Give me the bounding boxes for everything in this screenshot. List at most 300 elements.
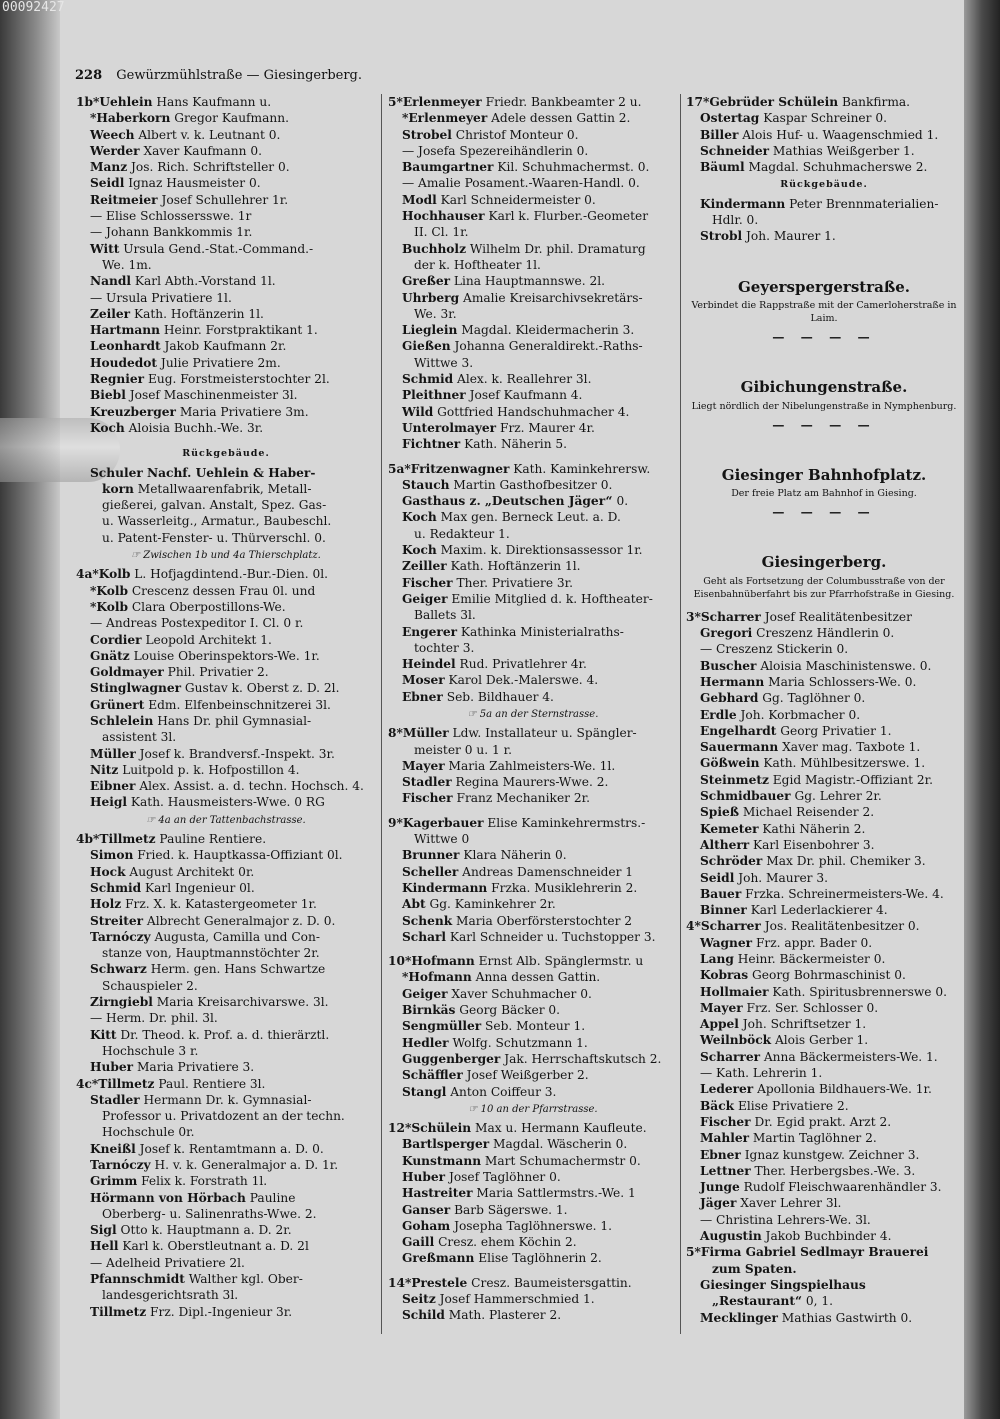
resident-name: Ebner [700, 1147, 741, 1162]
entry-detail: Kath. Spiritusbrennerswe 0. [768, 984, 948, 999]
directory-entry [388, 1067, 678, 1083]
directory-entry [388, 1202, 678, 1218]
resident-name: Schäffler [402, 1068, 463, 1083]
entry-detail: Hochschule 3 r. [102, 1043, 199, 1058]
directory-entry [388, 461, 678, 477]
resident-name: Fischer [700, 1114, 751, 1129]
entry-detail: Joh. Schriftsetzer 1. [738, 1017, 867, 1032]
entry-detail: Joh. Maurer 1. [742, 229, 836, 244]
entry-detail: Eug. Forstmeisterstochter 2l. [144, 372, 330, 387]
resident-name: Bäuml [700, 160, 745, 175]
directory-entry [686, 918, 962, 934]
resident-name: Kagerbauer [402, 815, 484, 830]
resident-name: Hastreiter [402, 1186, 473, 1201]
resident-name: Kitt [90, 1027, 117, 1042]
resident-name: Kemeter [700, 821, 759, 836]
directory-entry [686, 212, 962, 228]
house-number: 4c* [76, 1076, 99, 1091]
resident-name: Tillmetz [98, 1076, 155, 1091]
entry-detail: Martin Taglöhner 2. [749, 1131, 877, 1146]
resident-name: Gießen [402, 339, 451, 354]
entry-detail: Regina Maurers-Wwe. 2. [451, 775, 609, 790]
directory-entry [76, 1206, 376, 1222]
resident-name: Gnätz [90, 648, 130, 663]
entry-detail: Herm. gen. Hans Schwartze [146, 962, 326, 977]
resident-name: Scharrer [700, 609, 761, 624]
resident-name: Huber [90, 1060, 134, 1075]
entry-detail: We. 1m. [102, 257, 152, 272]
directory-entry [388, 493, 678, 509]
resident-name: Hermann [700, 674, 765, 689]
resident-name: Stadler [90, 1092, 140, 1107]
resident-name: Schwarz [90, 962, 147, 977]
resident-name: Tillmetz [99, 832, 156, 847]
entry-detail: Jos. Rich. Schriftsteller 0. [127, 160, 290, 175]
directory-entry [76, 290, 376, 306]
resident-name: Binner [700, 903, 747, 918]
directory-entry [76, 1255, 376, 1271]
directory-entry [76, 680, 376, 696]
resident-name: Gebrüder Schülein [709, 95, 839, 109]
entry-detail: Edm. Elfenbeinschnitzerei 3l. [144, 697, 331, 712]
directory-entry [76, 513, 376, 529]
resident-name: Birnkäs [402, 1003, 456, 1018]
resident-name: Huber [402, 1170, 446, 1184]
directory-entry [686, 951, 962, 967]
resident-name: Schuler Nachf. Uehlein & Haber- [90, 465, 316, 480]
resident-name: Seidl [90, 176, 125, 191]
resident-name: Erdle [700, 707, 737, 722]
entry-detail: Elise Kaminkehrermstrs.- [483, 815, 646, 830]
house-number: 10* [388, 954, 412, 969]
resident-name: Witt [90, 241, 120, 256]
directory-entry [388, 558, 678, 574]
entry-detail: Gg. Lehrer 2r. [790, 789, 882, 804]
entry-detail: Josef Weißgerber 2. [462, 1068, 589, 1083]
resident-name: korn [102, 481, 134, 496]
directory-entry [76, 306, 376, 322]
directory-entry [76, 1271, 376, 1287]
entry-detail: tochter 3. [414, 640, 475, 655]
entry-detail: Emilie Mitglied d. k. Hoftheater- [447, 591, 653, 606]
directory-entry [388, 591, 678, 607]
entry-detail: Wittwe 3. [414, 355, 474, 370]
entry-detail: Karl Schneidermeister 0. [436, 192, 596, 207]
directory-entry [76, 497, 376, 513]
entry-detail: Kathinka Ministerialraths- [457, 624, 624, 639]
resident-name: Manz [90, 160, 128, 175]
column-rule [381, 94, 382, 1334]
house-number: * [402, 111, 409, 126]
entry-detail: Bankfirma. [838, 95, 911, 109]
entry-detail: Kath. Hoftänzerin 1l. [446, 559, 581, 574]
directory-entry [686, 110, 962, 126]
entry-detail: Albrecht Generalmajor z. D. 0. [143, 913, 336, 928]
directory-entry [686, 1195, 962, 1211]
entry-detail: Josef Kaufmann 4. [465, 388, 583, 403]
directory-entry [388, 742, 678, 758]
resident-name: Ebner [402, 689, 443, 704]
directory-entry [76, 371, 376, 387]
house-number: * [90, 599, 97, 614]
directory-entry [686, 1293, 962, 1309]
street-title: Geyerspergerstraße. [738, 277, 910, 296]
directory-entry [76, 530, 376, 546]
entry-detail: Josef Schullehrer 1r. [157, 192, 289, 207]
directory-entry [76, 1173, 376, 1189]
cross-reference-note: ☞ Zwischen 1b und 4a Thierschplatz. [131, 550, 321, 562]
resident-name: Kindermann [402, 880, 488, 895]
resident-name: Altherr [700, 837, 750, 852]
entry-detail: Kath. Kaminkehrersw. [509, 461, 651, 476]
directory-entry [686, 1049, 962, 1065]
entry-detail: Hochschule 0r. [102, 1125, 195, 1140]
resident-name: Regnier [90, 372, 145, 387]
resident-name: Tillmetz [90, 1304, 147, 1319]
entry-detail: Josepha Taglöhnerswe. 1. [450, 1218, 613, 1233]
resident-name: Schmid [90, 880, 142, 895]
directory-entry [76, 1124, 376, 1140]
entry-detail: Barb Sägerswe. 1. [450, 1202, 568, 1217]
resident-name: Reitmeier [90, 192, 158, 207]
directory-entry [686, 1179, 962, 1195]
directory-entry [388, 575, 678, 591]
resident-name: Scharrer [700, 1049, 760, 1064]
resident-name: Hell [90, 1239, 119, 1254]
directory-entry [388, 1136, 678, 1152]
entry-detail: u. Wasserleitg., Armatur., Baubeschl. [102, 514, 332, 529]
entry-detail: Anna Bäckermeisters-We. 1. [760, 1049, 938, 1064]
entry-detail: Elise Taglöhnerin 2. [474, 1251, 602, 1266]
entry-detail: We. 3r. [414, 306, 457, 321]
resident-name: Schmid [402, 372, 454, 387]
directory-entry [76, 355, 376, 371]
resident-name: Holz [90, 897, 122, 912]
resident-name: Koch [402, 510, 437, 525]
entry-detail: Egid Magistr.-Offiziant 2r. [768, 772, 933, 787]
resident-name: Fichtner [402, 437, 461, 452]
entry-detail: landesgerichtsrath 3l. [102, 1288, 239, 1303]
directory-entry [388, 94, 678, 110]
entry-detail: Alex. k. Reallehrer 3l. [453, 372, 592, 387]
directory-entry [686, 1098, 962, 1114]
resident-name: Uehlein [99, 95, 153, 109]
entry-detail: Maria Schlossers-We. 0. [764, 674, 917, 689]
resident-name: Kunstmann [402, 1153, 482, 1168]
separator-dashes: — — — — [772, 329, 876, 344]
directory-entry [76, 1043, 376, 1059]
entry-detail: — Christina Lehrers-We. 3l. [700, 1212, 871, 1227]
resident-name: Appel [700, 1017, 739, 1032]
directory-entry [388, 847, 678, 863]
resident-name: Kindermann [700, 196, 786, 211]
entry-detail: Jos. Realitätenbesitzer 0. [760, 919, 920, 934]
entry-detail: Ldw. Installateur u. Spängler- [448, 726, 637, 741]
resident-name: Scheller [402, 864, 459, 879]
entry-detail: meister 0 u. 1 r. [414, 742, 512, 757]
resident-name: Hörmann von Hörbach [90, 1190, 246, 1205]
entry-detail: Luitpold p. k. Hofpostillon 4. [118, 762, 300, 777]
entry-detail: Mart Schumachermstr 0. [481, 1153, 641, 1168]
directory-entry [388, 896, 678, 912]
entry-detail: gießerei, galvan. Anstalt, Spez. Gas- [102, 498, 327, 513]
directory-entry [686, 902, 962, 918]
directory-entry [76, 729, 376, 745]
directory-entry [686, 625, 962, 641]
entry-detail: Josef Realitätenbesitzer [760, 609, 912, 624]
spacer [388, 807, 678, 815]
directory-entry [388, 306, 678, 322]
spacer [388, 453, 678, 461]
resident-name: Tarnóczy [90, 929, 151, 944]
entry-detail: Georg Bäcker 0. [455, 1003, 561, 1018]
resident-name: Hock [90, 864, 126, 879]
separator-dashes: — — — — [772, 505, 876, 520]
entry-detail: Hdlr. 0. [712, 213, 759, 228]
directory-entry [686, 159, 962, 175]
resident-name: Erlenmeyer [402, 95, 482, 109]
directory-entry [388, 355, 678, 371]
entry-detail: — Andreas Postexpeditor I. Cl. 0 r. [90, 616, 304, 631]
entry-detail: Rud. Privatlehrer 4r. [455, 657, 587, 672]
directory-entry [686, 804, 962, 820]
house-number: 5* [388, 95, 403, 109]
entry-detail: II. Cl. 1r. [414, 225, 469, 240]
resident-name: Firma Gabriel Sedlmayr Brauerei [700, 1245, 929, 1260]
directory-entry [76, 1092, 376, 1108]
resident-name: Steinmetz [700, 772, 769, 787]
resident-name: Cordier [90, 632, 142, 647]
house-number: 5* [686, 1245, 701, 1260]
street-section [686, 279, 962, 346]
entry-detail: Mathias Weißgerber 1. [769, 143, 915, 158]
entry-detail: — Kath. Lehrerin 1. [700, 1066, 823, 1081]
resident-name: Goham [402, 1218, 451, 1233]
resident-name: Seitz [402, 1292, 436, 1307]
directory-entry [388, 526, 678, 542]
directory-entry [76, 1190, 376, 1206]
entry-detail: Seb. Bildhauer 4. [442, 689, 554, 704]
resident-name: Jäger [700, 1196, 737, 1211]
directory-entry [388, 509, 678, 525]
resident-name: Schlelein [90, 713, 154, 728]
directory-entry [388, 127, 678, 143]
directory-entry [76, 338, 376, 354]
entry-detail: Otto k. Hauptmann a. D. 2r. [116, 1223, 292, 1238]
directory-entry [686, 674, 962, 690]
resident-name: Strobl [700, 229, 743, 244]
house-number: 5a* [388, 461, 411, 476]
entry-detail: Cresz. Baumeistersgattin. [467, 1275, 632, 1290]
directory-entry [686, 837, 962, 853]
entry-detail: Ignaz kunstgew. Zeichner 3. [740, 1147, 920, 1162]
directory-entry [388, 880, 678, 896]
entry-detail: Max u. Hermann Kaufleute. [471, 1121, 647, 1136]
resident-name: Mecklinger [700, 1310, 778, 1325]
entry-detail: — Adelheid Privatiere 2l. [90, 1255, 245, 1270]
directory-entry [388, 338, 678, 354]
entry-detail: Peter Brennmaterialien- [785, 196, 939, 211]
entry-detail: Clara Oberpostillons-We. [127, 599, 286, 614]
entry-detail: Seb. Monteur 1. [481, 1019, 586, 1034]
directory-entry [686, 1277, 962, 1293]
entry-detail: Hermann Dr. k. Gymnasial- [139, 1092, 312, 1107]
column-1 [76, 94, 376, 1320]
directory-entry [76, 110, 376, 126]
directory-entry [388, 624, 678, 640]
directory-entry [686, 1032, 962, 1048]
directory-entry [388, 986, 678, 1002]
resident-name: Ganser [402, 1202, 451, 1217]
resident-name: Heindel [402, 657, 456, 672]
entry-detail: Felix k. Forstrath 1l. [137, 1174, 268, 1189]
resident-name: Houdedot [90, 355, 158, 370]
resident-name: Nandl [90, 274, 132, 289]
directory-entry [388, 774, 678, 790]
entry-detail: Frz. X. k. Katastergeometer 1r. [121, 897, 317, 912]
entry-detail: Xaver mag. Taxbote 1. [778, 740, 921, 755]
directory-entry [76, 94, 376, 110]
entry-detail: stanze von, Hauptmannstöchter 2r. [102, 946, 320, 961]
entry-detail: Rudolf Fleischwaarenhändler 3. [739, 1180, 942, 1195]
entry-detail: Walther kgl. Ober- [184, 1272, 303, 1287]
directory-entry [686, 886, 962, 902]
directory-entry [388, 969, 678, 985]
directory-entry [388, 159, 678, 175]
resident-name: Koch [90, 420, 125, 435]
entry-detail: Adele dessen Gattin 2. [487, 111, 631, 126]
resident-name: Gößwein [700, 756, 760, 771]
entry-detail: Friedr. Bankbeamter 2 u. [481, 95, 642, 109]
resident-name: Kobras [700, 968, 749, 983]
directory-entry [686, 967, 962, 983]
directory-entry [388, 1291, 678, 1307]
directory-entry [388, 1185, 678, 1201]
directory-entry [388, 208, 678, 224]
resident-name: Bauer [700, 886, 742, 901]
directory-entry [388, 420, 678, 436]
entry-detail: Paul. Rentiere 3l. [154, 1076, 266, 1091]
street-section [686, 554, 962, 608]
directory-entry [76, 864, 376, 880]
resident-name: Koch [402, 543, 437, 558]
resident-name: Schmidbauer [700, 789, 791, 804]
entry-detail: Alois Huf- u. Waagenschmied 1. [738, 127, 939, 142]
resident-name: Werder [90, 143, 140, 158]
directory-entry [388, 542, 678, 558]
directory-entry [76, 615, 376, 631]
resident-name: Strobel [402, 127, 452, 142]
directory-entry [686, 821, 962, 837]
entry-detail: u. Redakteur 1. [414, 526, 510, 541]
entry-detail: Wolfg. Schutzmann 1. [448, 1035, 588, 1050]
entry-detail: Ballets 3l. [414, 608, 476, 623]
archive-stamp: 00092427 [2, 0, 65, 15]
entry-detail: Mathias Gastwirth 0. [777, 1310, 913, 1325]
house-number: * [90, 111, 97, 126]
entry-detail: Math. Plasterer 2. [444, 1308, 562, 1323]
spacer [686, 601, 962, 609]
resident-name: Hofmann [408, 970, 472, 985]
directory-entry [76, 192, 376, 208]
resident-name: Buchholz [402, 241, 466, 256]
directory-entry [388, 257, 678, 273]
directory-entry [76, 241, 376, 257]
resident-name: Kreuzberger [90, 404, 176, 419]
entry-detail: Gustav k. Oberst z. D. 2l. [181, 681, 340, 696]
house-number: 4a* [76, 567, 99, 582]
directory-entry [388, 815, 678, 831]
street-title: Giesingerberg. [761, 553, 887, 572]
resident-name: Brunner [402, 848, 460, 863]
directory-entry [76, 127, 376, 143]
directory-entry [76, 713, 376, 729]
directory-entry [686, 1163, 962, 1179]
resident-name: Schülein [411, 1121, 472, 1136]
directory-entry [76, 1027, 376, 1043]
resident-name: Mayer [700, 1000, 743, 1015]
directory-entry [76, 566, 376, 582]
entry-detail: assistent 3l. [102, 730, 177, 745]
resident-name: Buscher [700, 658, 757, 673]
entry-detail: Xaver Kaufmann 0. [139, 143, 262, 158]
resident-name: zum Spaten. [712, 1261, 797, 1276]
resident-name: Stinglwagner [90, 681, 182, 696]
directory-entry [76, 896, 376, 912]
directory-entry [686, 1114, 962, 1130]
entry-detail: Elise Privatiere 2. [734, 1098, 849, 1113]
directory-entry [388, 929, 678, 945]
resident-name: Schenk [402, 913, 453, 928]
column-2 [388, 94, 678, 1324]
resident-name: Lieglein [402, 323, 458, 338]
entry-detail: Oberberg- u. Salinenraths-Wwe. 2. [102, 1206, 317, 1221]
directory-entry [388, 1084, 678, 1100]
street-description: Verbindet die Rappstraße mit der Camerloherstraße in Laim. [691, 299, 957, 324]
resident-name: Greßmann [402, 1251, 475, 1266]
entry-detail: Kaspar Schreiner 0. [759, 111, 887, 126]
entry-detail: Anna dessen Gattin. [471, 970, 601, 985]
rear-building-label: Rückgebäude. [182, 448, 270, 460]
directory-entry [388, 1307, 678, 1323]
directory-entry [76, 961, 376, 977]
directory-entry [686, 1244, 962, 1260]
directory-entry [388, 1035, 678, 1051]
resident-name: Scharrer [700, 919, 761, 934]
directory-entry [388, 1002, 678, 1018]
directory-entry [76, 847, 376, 863]
resident-name: Guggenberger [402, 1051, 501, 1066]
column-rule [680, 94, 681, 1334]
directory-entry [388, 322, 678, 338]
directory-entry [76, 387, 376, 403]
entry-detail: Max gen. Berneck Leut. a. D. [436, 510, 621, 525]
entry-detail: Frz. Ser. Schlosser 0. [742, 1000, 879, 1015]
directory-entry [76, 1059, 376, 1075]
entry-detail: Jakob Kaufmann 2r. [160, 339, 287, 354]
entry-detail: Michael Reisender 2. [738, 805, 875, 820]
resident-name: Engerer [402, 624, 458, 639]
resident-name: Stauch [402, 477, 450, 492]
directory-entry [388, 953, 678, 969]
entry-detail: Hans Kaufmann u. [152, 95, 272, 109]
resident-name: Grünert [90, 697, 145, 712]
entry-detail: Xaver Lehrer 3l. [736, 1196, 842, 1211]
entry-detail: u. Patent-Fenster- u. Thürverschl. 0. [102, 530, 326, 545]
directory-entry [76, 831, 376, 847]
directory-entry [686, 641, 962, 657]
resident-name: Schneider [700, 143, 770, 158]
